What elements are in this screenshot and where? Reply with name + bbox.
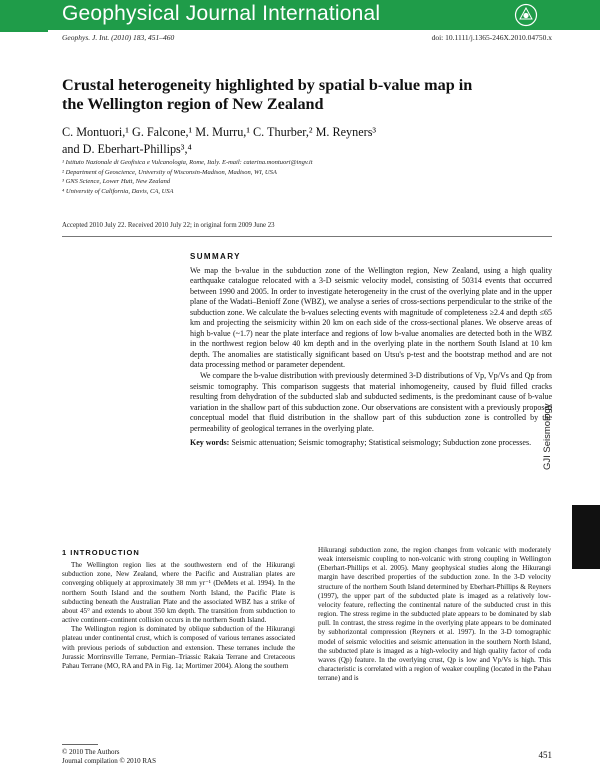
affiliation-4: ⁴ University of California, Davis, CA, USA (62, 187, 174, 195)
author-list (62, 124, 502, 158)
page-number: 451 (538, 750, 552, 760)
affiliations (62, 158, 502, 196)
copyright-line-1: © 2010 The Authors (62, 748, 120, 756)
footer-divider (62, 744, 98, 745)
authors-line-1: C. Montuori,¹ G. Falcone,¹ M. Murru,¹ C. Thurber,² M. Reyners³ (62, 125, 377, 139)
keywords-label: Key words: (190, 438, 230, 448)
journal-citation: Geophys. J. Int. (2010) 183, 451–460 (62, 33, 175, 42)
summary-heading: SUMMARY (190, 252, 241, 261)
intro-paragraph-1: The Wellington region lies at the southwestern end of the Hikurangi subduction zone, New Zealand, where the Pacific and Australian plates are converging obliquely at approximately 38 mm yr⁻¹ (DeMets et al. 1994). In the northern South Island and the southern North Island, the Pacific Plate is subducting beneath the Australian Plate and the associated WBZ has a strike of about 45° and extends to about 350 km depth. The transition from subduction to active continent–continent collision occurs in the northern South Island. (62, 561, 295, 625)
journal-banner (0, 0, 600, 30)
authors-line-2: and D. Eberhart-Phillips³,⁴ (62, 142, 192, 156)
banner-accent-line (0, 30, 48, 32)
copyright (62, 748, 156, 766)
affiliation-2: ² Department of Geoscience, University of Wisconsin-Madison, Madison, WI, USA (62, 168, 277, 176)
keywords-list: Seismic attenuation; Seismic tomography; Statistical seismology; Subduction zone processes. (231, 438, 532, 448)
section-side-label: GJI Seismology (542, 403, 553, 470)
intro-right-column (318, 546, 551, 683)
affiliation-1: ¹ Istituto Nazionale di Geofisica e Vulcanologia, Rome, Italy. E-mail: caterina.montuori@ingv.it (62, 159, 313, 166)
intro-heading: 1 INTRODUCTION (62, 548, 140, 557)
summary-section (190, 252, 552, 449)
header-divider (62, 236, 552, 237)
section-side-tab (572, 505, 600, 569)
article-title: Crustal heterogeneity highlighted by spatial b-value map in the Wellington region of New Zealand (62, 76, 473, 113)
journal-name: Geophysical Journal International (62, 2, 381, 25)
article-dates: Accepted 2010 July 22. Received 2010 July 22; in original form 2009 June 23 (62, 222, 275, 229)
intro-left-column (62, 548, 295, 671)
keywords (190, 438, 552, 449)
copyright-line-2: Journal compilation © 2010 RAS (62, 757, 156, 765)
summary-paragraph-1: We map the b-value in the subduction zone of the Wellington region, New Zealand, using a high quality earthquake catalogue relocated with a 3-D seismic velocity model, consisting of 50314 events that occurred between 1990 and 2005. In order to investigate heterogeneity in the crust of the overlying plate and in the upper plane of the Wadati–Benioff Zone (WBZ), we analyse a series of cross-sections perpendicular to the strike of the subduction zone. We calculate the b-values selecting events with magnitude of completeness ≥2.4 and depth ≤65 km and projecting the seismicity within 20 km on each side of the cross-sectional planes. We observe areas of high b-value (~1.7) near the plate interface and regions of low b-value anomalies are detected both in the WBZ in the northwest region below 40 km depth and in the overlying plate in the northern South Island at 10 km depth. The anomalies are statistically significant based on Utsu's p-test and the bootstrap method and are not data processing method or parameter dependent. (190, 265, 552, 370)
intro-right-paragraph: Hikurangi subduction zone, the region changes from volcanic with moderately weak interseismic coupling to non-volcanic with strong coupling in Wellington (Eberhart-Phillips et al. 2005). Many geophysical studies along the Hikurangi margin have described properties of the subduction zone. In the 3-D velocity structure of the northern South Island determined by Eberhart-Phillips & Reyners (1997), the upper part of the subducted plate is imaged as a relatively low-velocity feature, reflecting the continental nature of the subducted crust in this region. The stress regime in the subducted plate appears to be dominated by slab pull. In contrast, the stress regime in the overlying plate appears to be dominated by subhorizontal compression (Reyners et al. 1997). In the 3-D tomographic model of seismic velocities and seismic attenuation in the southern North Island, the subducted plate is imaged as a high-velocity and high quality factor of coda waves (Qp) feature. In the overlying crust, Qp is low and Vp/Vs is high. This characteristic is correlated with a region of weaker coupling (located in the Pahau terrane) and is (318, 546, 551, 683)
affiliation-3: ³ GNS Science, Lower Hutt, New Zealand (62, 178, 171, 185)
summary-paragraph-2: We compare the b-value distribution with previously determined 3-D distributions of Vp, Vp/Vs and Qp from seismic tomography. This comparison suggests that material inhomogeneity, caused by fluid filled cracks resulting from dehydration of the subducted slab and subducted sediments, is the predominant cause of b-value variation in the shallow part of this subduction zone. Our observations are consistent with a previously proposed conceptual model that fluid distribution in the shallow part of this subduction zone is controlled by the permeability of geological terranes in the overlying plate. (190, 371, 552, 433)
article-doi[interactable]: doi: 10.1111/j.1365-246X.2010.04750.x (431, 33, 552, 42)
intro-paragraph-2: The Wellington region is dominated by oblique subduction of the Hikurangi plateau under continental crust, which is composed of various terranes associated with previous periods of subduction and extension. These terranes include the Jurassic Morrinsville Terrane, Permian–Triassic Rakaia Terrane and Cretaceous Pahau Terrane (MO, RA and PA in Fig. 1a; Mortimer 2004). Along the southern (62, 625, 295, 670)
journal-crest-icon (513, 3, 539, 27)
